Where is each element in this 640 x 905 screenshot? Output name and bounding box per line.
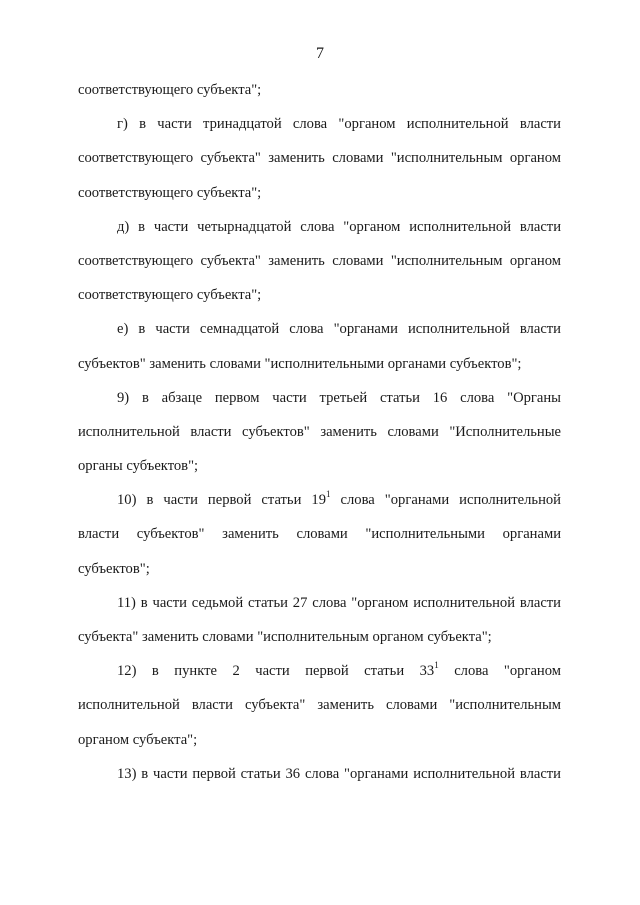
text-line — [78, 490, 561, 524]
superscript: 1 — [326, 489, 331, 500]
text-line: д) в части четырнадцатой слова "органом исполнительной власти — [117, 218, 561, 235]
text-line: 9) в абзаце первом части третьей статьи 16 слова "Органы — [117, 389, 561, 406]
text-line: исполнительной власти субъекта" заменить словами "исполнительным — [78, 697, 561, 714]
line-text-before: 12) в пункте 2 части первой статьи 33 — [117, 663, 435, 680]
line-text-before: 10) в части первой статьи 19 — [117, 492, 327, 509]
text-line: соответствующего субъекта"; — [78, 82, 262, 98]
text-line: власти субъектов" заменить словами "исполнительными органами — [78, 526, 561, 543]
text-line: исполнительной власти субъектов" заменить словами "Исполнительные — [78, 423, 561, 440]
text-line: 11) в части седьмой статьи 27 слова "органом исполнительной власти — [117, 594, 561, 611]
body-text — [78, 80, 561, 798]
text-line: органы субъектов"; — [78, 458, 199, 475]
superscript: 1 — [434, 660, 439, 671]
text-line: субъектов" заменить словами "исполнительными органами субъектов"; — [78, 355, 522, 372]
text-line: г) в части тринадцатой слова "органом исполнительной власти — [117, 116, 561, 133]
text-line: соответствующего субъекта" заменить словами "исполнительным органом — [78, 150, 561, 167]
text-line: соответствующего субъекта"; — [78, 184, 262, 201]
text-line: соответствующего субъекта" заменить словами "исполнительным органом — [78, 252, 561, 269]
line-text-after: слова "органами исполнительной — [330, 492, 561, 509]
text-line: е) в части семнадцатой слова "органами исполнительной власти — [117, 321, 561, 338]
text-line: органом субъекта"; — [78, 731, 198, 748]
text-line: субъекта" заменить словами "исполнительным органом субъекта"; — [78, 629, 492, 645]
line-text-after: слова "органом — [438, 663, 561, 680]
text-line: субъектов"; — [78, 560, 150, 577]
text-line — [78, 661, 561, 695]
text-line: 13) в части первой статьи 36 слова "органами исполнительной власти — [117, 765, 561, 782]
page-number: 7 — [316, 45, 324, 62]
text-line: соответствующего субъекта"; — [78, 287, 262, 304]
